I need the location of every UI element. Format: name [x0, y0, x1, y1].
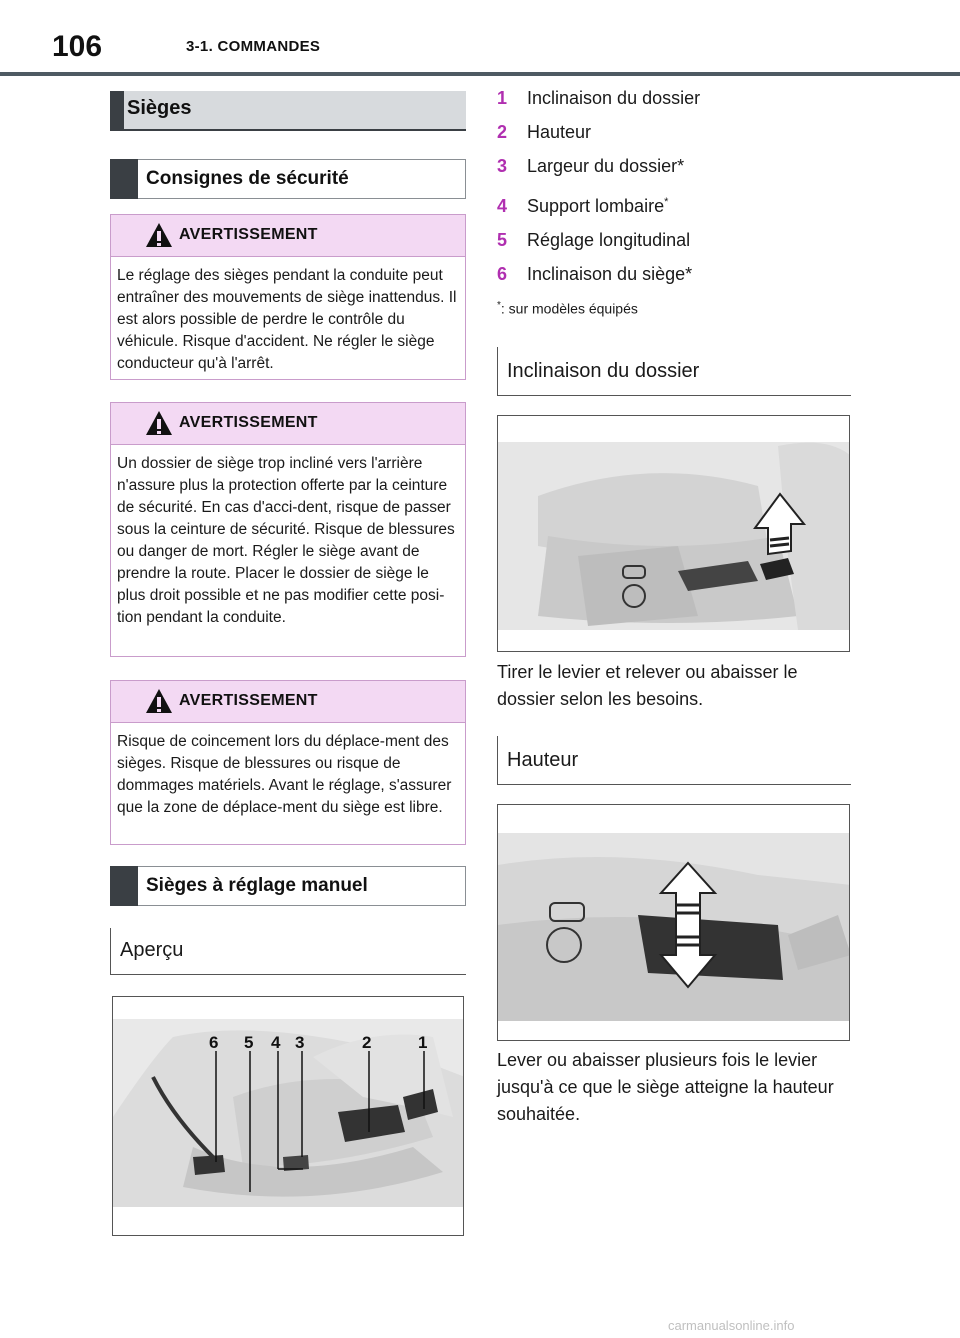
safety-heading — [110, 159, 466, 199]
warning-text: Un dossier de siège trop incliné vers l'arrière n'assure plus la protection offerte par la ceinture de sécurité. En cas d'acci-dent, risque de passer sous la ceinture de sécurité. Risque de blessures ou danger de mort. Régler le siège avant de prendre la route. Placer le dossier de siège le plus droit possible et ne pas modifier cette posi-tion pendant la conduite. — [117, 455, 455, 626]
seat-overview-figure — [112, 996, 464, 1236]
overview-heading: Aperçu — [110, 928, 466, 975]
page-number: 106 — [52, 30, 103, 63]
manual-heading-bar — [110, 866, 138, 906]
callout-6: 6 — [209, 1033, 219, 1052]
warning-box-3 — [110, 680, 466, 845]
warning-header — [111, 681, 465, 723]
warning-label: AVERTISSEMENT — [179, 692, 318, 709]
list-item-2: 2 Hauteur — [497, 122, 592, 142]
height-text: Lever ou abaisser plusieurs fois le levier jusqu'à ce que le siège atteigne la hauteur souhaitée. — [497, 1050, 834, 1124]
warning-text: Le réglage des sièges pendant la conduite peut entraîner des mouvements de siège inattendus. Il est alors possible de perdre le contrôle du véhicule. Risque d'accident. Ne régler le siège conducteur qu'à l'arrêt. — [117, 267, 457, 372]
watermark: carmanualsonline.info — [668, 1318, 795, 1333]
chapter-title: 3-1. COMMANDES — [186, 38, 321, 55]
warning-label: AVERTISSEMENT — [179, 414, 318, 431]
backrest-illustration — [498, 416, 850, 652]
warning-label: AVERTISSEMENT — [179, 226, 318, 243]
manual-heading — [110, 866, 466, 906]
manual-title: Sièges à réglage manuel — [146, 875, 368, 896]
safety-title: Consignes de sécurité — [146, 168, 349, 189]
list-item-6: 6 Inclinaison du siège* — [497, 264, 693, 284]
warning-box-1 — [110, 214, 466, 380]
backrest-heading: Inclinaison du dossier — [497, 347, 851, 396]
height-illustration — [498, 805, 850, 1041]
warning-box-2 — [110, 402, 466, 657]
section-heading — [110, 91, 466, 131]
callout-1: 1 — [418, 1033, 428, 1052]
header-rule — [0, 72, 960, 76]
section-title: Sièges — [127, 97, 192, 119]
height-heading: Hauteur — [497, 736, 851, 785]
safety-heading-bar — [110, 159, 138, 199]
warning-header — [111, 215, 465, 257]
list-item-3: 3 Largeur du dossier* — [497, 156, 685, 176]
warning-text: Risque de coincement lors du déplace-ment des sièges. Risque de blessures ou risque de dommages matériels. Avant le réglage, s'assurer que la zone de déplace-ment du siège est libre. — [117, 733, 452, 816]
warning-header — [111, 403, 465, 445]
callout-4: 4 — [271, 1033, 281, 1052]
list-item-4: 4 Support lombaire* — [497, 196, 669, 216]
overview-callout-lines — [113, 997, 464, 1236]
callout-2: 2 — [362, 1033, 372, 1052]
backrest-text: Tirer le levier et relever ou abaisser le dossier selon les besoins. — [497, 662, 798, 709]
callout-3: 3 — [295, 1033, 305, 1052]
footnote: *: sur modèles équipés — [497, 300, 638, 317]
section-heading-bar — [110, 91, 124, 129]
list-item-1: 1 Inclinaison du dossier — [497, 88, 701, 108]
callout-5: 5 — [244, 1033, 254, 1052]
list-item-5: 5 Réglage longitudinal — [497, 230, 691, 250]
height-figure — [497, 804, 850, 1041]
backrest-figure — [497, 415, 850, 652]
